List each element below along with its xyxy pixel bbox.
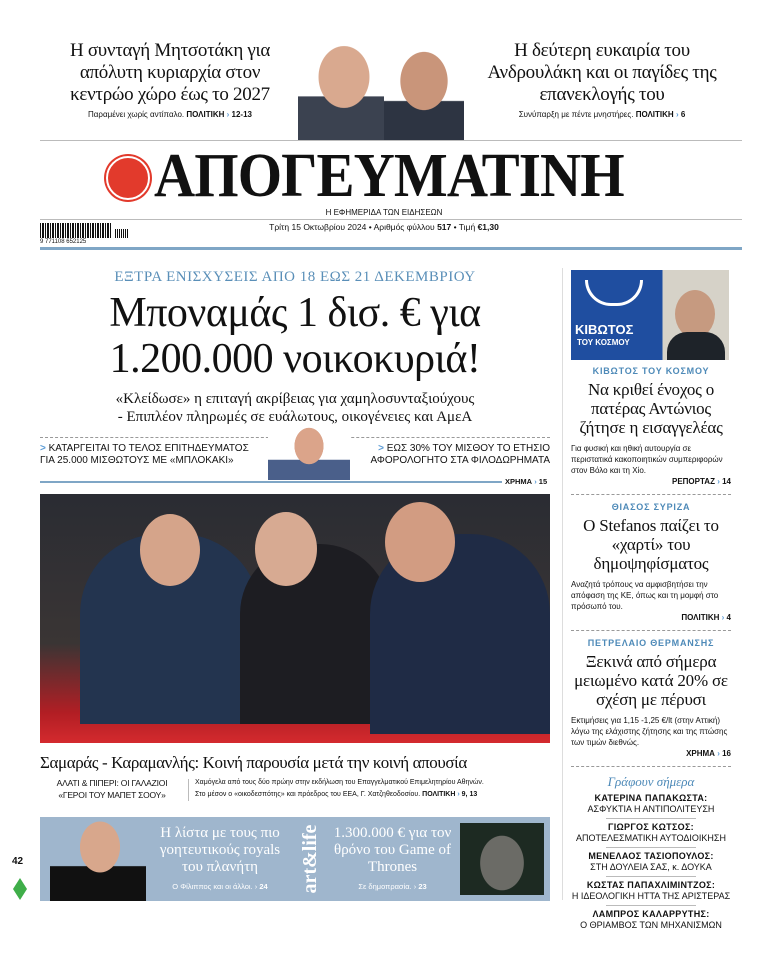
right-story-1[interactable]: ΚΙΒΩΤΟΣ ΤΟΥ ΚΟΣΜΟΥ Να κριθεί ένοχος ο πατέρας Αντώνιος ζήτησε η εισαγγελέας Για φυσική και ηθική αυτουργία σε περιστατικά κακοποιητικών συμπεριφορών στον Βόλο και τη Χίο. ΡΕΠΟΡΤΑΖ › 14 xyxy=(571,366,731,495)
lead-headline[interactable]: Μποναμάς 1 δισ. € για 1.200.000 νοικοκυριά! xyxy=(109,290,481,382)
diamond-icon xyxy=(13,878,27,900)
photo-philippos xyxy=(50,817,146,901)
photo-iron-throne xyxy=(460,823,544,895)
lead-page-ref[interactable]: ΧΡΗΜΑ › 15 xyxy=(505,477,548,486)
blue-rule xyxy=(40,481,502,483)
columns-list xyxy=(571,793,731,931)
photo-hatzidakis xyxy=(268,426,350,480)
photo-story-headline[interactable]: Σαμαράς - Καραμανλής: Κοινή παρουσία μετά την κοινή απουσία xyxy=(40,753,467,772)
column-item[interactable]: ΜΕΝΕΛΑΟΣ ΤΑΣΙΟΠΟΥΛΟΣ: ΣΤΗ ΔΟΥΛΕΙΑ ΣΑΣ, κ. ΔΟΥΚΑ xyxy=(588,851,714,872)
photo-story-side: ΑΛΑΤΙ & ΠΙΠΕΡΙ: ΟΙ ΓΑΛΑΖΙΟΙ «ΓΕΡΟΙ ΤΟΥ ΜΑΠΕΤ ΣΟΟΥ» xyxy=(56,778,168,800)
masthead-title: ΑΠΟΓΕΥΜΑΤΙΝΗ xyxy=(154,142,624,210)
art-life-banner[interactable]: Η λίστα με τους πιο γοητευτικούς royals του πλανήτη Ο Φίλιππος και οι άλλοι. › 24 art&life 1.300.000 € για τον θρόνο του Game of Thrones Σε δημοπρασία. › 23 xyxy=(40,817,550,901)
columns-title: Γράφουν σήμερα xyxy=(607,774,695,789)
column-item[interactable]: ΛΑΜΠΡΟΣ ΚΑΛΑΡΡΥΤΗΣ: Ο ΘΡΙΑΜΒΟΣ ΤΩΝ ΜΗΧΑΝΙΣΜΩΝ xyxy=(580,909,722,930)
divider xyxy=(40,140,742,141)
right-column xyxy=(571,366,731,931)
column-item[interactable]: ΚΑΤΕΡΙΝΑ ΠΑΠΑΚΩΣΤΑ: ΑΣΦΥΚΤΙΑ Η ΑΝΤΙΠΟΛΙΤΕΥΣΗ xyxy=(587,793,715,814)
lead-kicker: ΕΞΤΡΑ ΕΝΙΣΧΥΣΕΙΣ ΑΠΟ 18 ΕΩΣ 21 ΔΕΚΕΜΒΡΙΟΥ xyxy=(114,269,476,285)
column-divider xyxy=(562,268,563,900)
logo-emblem xyxy=(106,156,150,200)
photo-kivotos: ΚΙΒΩΤΟΣ ΤΟΥ ΚΟΣΜΟΥ xyxy=(571,270,729,360)
divider xyxy=(188,779,189,801)
column-item[interactable]: ΓΙΩΡΓΟΣ ΚΩΤΣΟΣ: ΑΠΟΤΕΛΕΣΜΑΤΙΚΗ ΑΥΤΟΔΙΟΙΚΗΣΗ xyxy=(576,822,726,843)
right-story-3[interactable]: ΠΕΤΡΕΛΑΙΟ ΘΕΡΜΑΝΣΗΣ Ξεκινά από σήμερα μειωμένο κατά 20% σε σχέση με πέρυσι Εκτιμήσεις για 1,15 -1,25 €/lt (στην Αττική) λόγω της ελάχιστης ζήτησης και της πτώσης των τιμών διεθνώς. ΧΡΗΜΑ › 16 xyxy=(571,638,731,767)
lead-bullet-left: > ΚΑΤΑΡΓΕΙΤΑΙ ΤΟ ΤΕΛΟΣ ΕΠΙΤΗΔΕΥΜΑΤΟΣ ΓΙΑ 25.000 ΜΙΣΘΩΤΟΥΣ ΜΕ «ΜΠΛΟΚΑΚΙ» xyxy=(40,443,249,466)
tagline: Η ΕΦΗΜΕΡΙΔΑ ΤΩΝ ΕΙΔΗΣΕΩΝ xyxy=(325,208,443,217)
lead-subheadline: «Κλείδωσε» η επιταγή ακρίβειας για χαμηλοσυνταξιούχους - Επιπλέον πληρωμές σε ευάλωτους, οικογένειες και ΑμεΑ xyxy=(115,391,475,425)
issue-line: Τρίτη 15 Οκτωβρίου 2024 • Αριθμός φύλλου 517 • Τιμή €1,30 xyxy=(269,222,499,232)
page-number: 42 xyxy=(12,856,24,867)
barcode-number: 9 771108 652125 xyxy=(40,239,87,245)
teaser-left[interactable]: Η συνταγή Μητσοτάκη για απόλυτη κυριαρχία στον κεντρώο χώρο έως το 2027 Παραμένει χωρίς αντίπαλο. ΠΟΛΙΤΙΚΗ › 12-13 xyxy=(69,40,270,119)
lead-bullet-right: > ΕΩΣ 30% ΤΟΥ ΜΙΣΘΟΥ ΤΟ ΕΤΗΣΙΟ ΑΦΟΡΟΛΟΓΗΤΟ ΣΤΑ ΦΙΛΟΔΩΡΗΜΑΤΑ xyxy=(370,443,550,466)
divider xyxy=(40,219,742,220)
photo-story-text: Χαμόγελα από τους δύο πρώην στην εκδήλωση του Επαγγελματικού Επιμελητηρίου Αθηνών. Στο μέσον ο «οικοδεσπότης» και πρόεδρος του ΕΕΑ, Γ. Χατζηθεοδοσίου. ΠΟΛΙΤΙΚΗ › 9, 13 xyxy=(195,779,484,798)
column-item[interactable]: ΚΩΣΤΑΣ ΠΑΠΑΧΛΙΜΙΝΤΖΟΣ: Η ΙΔΕΟΛΟΓΙΚΗ ΗΤΤΑ ΤΗΣ ΑΡΙΣΤΕΡΑΣ xyxy=(571,880,731,901)
photo-androulakis xyxy=(384,46,464,140)
barcode xyxy=(40,223,112,238)
barcode-addon xyxy=(115,229,129,238)
photo-samaras-karamanlis xyxy=(40,494,550,743)
photo-mitsotakis xyxy=(298,42,386,140)
right-story-2[interactable]: ΘΙΑΣΟΣ ΣΥΡΙΖΑ Ο Stefanos παίζει το «χαρτί» του δημοψηφίσματος Αναζητά τρόπους να αμφισβητήσει την απόφαση της ΚΕ, όπως και τη μομφή στο πρόσωπό του. ΠΟΛΙΤΙΚΗ › 4 xyxy=(571,502,731,631)
blue-rule xyxy=(40,247,742,250)
banner-label: art&life xyxy=(299,824,321,894)
teaser-right[interactable]: Η δεύτερη ευκαιρία του Ανδρουλάκη και οι παγίδες της επανεκλογής του Συνύπαρξη με πέντε μνηστήρες. ΠΟΛΙΤΙΚΗ › 6 xyxy=(487,40,717,119)
